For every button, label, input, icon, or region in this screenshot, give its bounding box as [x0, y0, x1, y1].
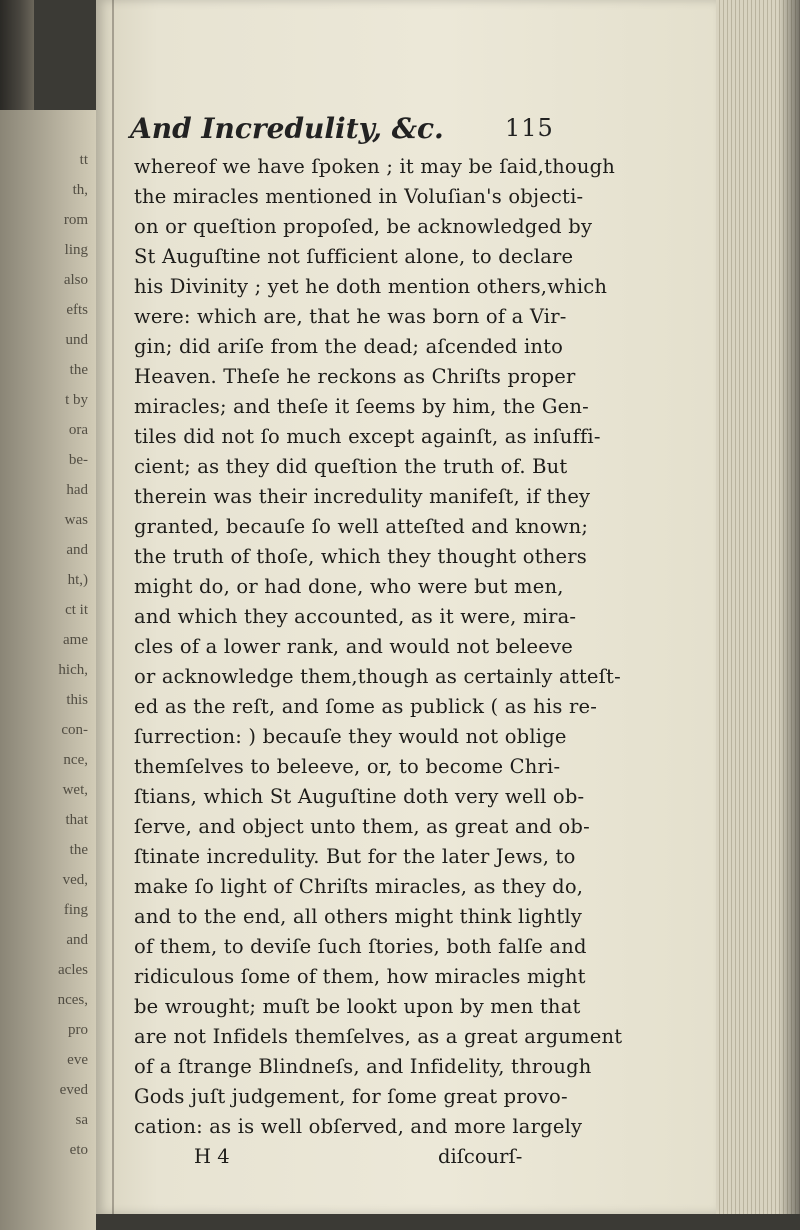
facing-page-fragment: efts	[66, 302, 88, 318]
text-line: and to the end, all others might think lightly	[134, 905, 583, 928]
text-line: themſelves to beleeve, or, to become Chri-	[134, 755, 561, 778]
text-line: granted, becauſe ſo well atteſted and known;	[134, 515, 589, 538]
facing-page-fragment: had	[66, 482, 88, 498]
facing-page-fragment: nce,	[63, 752, 88, 768]
facing-page-fragment: wet,	[62, 782, 88, 798]
body-text	[134, 152, 694, 1172]
text-line: St Auguſtine not ſufficient alone, to declare	[134, 245, 574, 268]
text-line: ed as the reſt, and ſome as publick ( as his re-	[134, 695, 598, 718]
facing-page-fragment: th,	[72, 182, 88, 198]
text-line: Heaven. Theſe he reckons as Chriſts proper	[134, 365, 576, 388]
facing-page-fragment: eto	[69, 1142, 88, 1158]
catchword: diſcourſ-	[438, 1145, 523, 1168]
facing-page-fragment: con-	[61, 722, 88, 738]
facing-page-fragment: this	[66, 692, 88, 708]
text-line: cation: as is well obſerved, and more largely	[134, 1115, 583, 1138]
facing-page-fragment: and	[66, 542, 88, 558]
text-line: were: which are, that he was born of a Vir-	[134, 305, 567, 328]
facing-page-fragment: ct it	[65, 602, 88, 618]
facing-page-fragment: the	[69, 362, 88, 378]
facing-page-fragment: t by	[65, 392, 88, 408]
text-line: the truth of thoſe, which they thought others	[134, 545, 587, 568]
facing-page-fragment: ved,	[62, 872, 88, 888]
text-line: therein was their incredulity manifeſt, if they	[134, 485, 591, 508]
signature-mark: H 4	[194, 1145, 230, 1168]
signature-line	[134, 1142, 694, 1172]
facing-page-fragment: ling	[64, 242, 88, 258]
facing-page-fragment: tt	[79, 152, 88, 168]
text-line: be wrought; muſt be lookt upon by men that	[134, 995, 581, 1018]
facing-page-fragment: ora	[68, 422, 88, 438]
facing-page-fragment: nces,	[57, 992, 88, 1008]
text-line: cient; as they did queſtion the truth of. But	[134, 455, 568, 478]
facing-page-fragment: rom	[63, 212, 88, 228]
text-line: ſtinate incredulity. But for the later Jews, to	[134, 845, 576, 868]
text-line: whereof we have ſpoken ; it may be ſaid,though	[134, 155, 616, 178]
text-line: of them, to deviſe ſuch ſtories, both falſe and	[134, 935, 587, 958]
facing-page-fragment: eved	[59, 1082, 88, 1098]
text-line: miracles; and theſe it ſeems by him, the Gen-	[134, 395, 589, 418]
page-header	[130, 112, 570, 152]
text-line: on or queſtion propoſed, be acknowledged by	[134, 215, 593, 238]
facing-page-fragment: the	[69, 842, 88, 858]
page-number: 115	[505, 114, 554, 142]
text-line: might do, or had done, who were but men,	[134, 575, 564, 598]
facing-page-fragment: and	[66, 932, 88, 948]
text-line: his Divinity ; yet he doth mention others,which	[134, 275, 608, 298]
page-edges	[716, 0, 800, 1214]
text-line: ridiculous ſome of them, how miracles might	[134, 965, 586, 988]
facing-page-fragment: acles	[58, 962, 88, 978]
facing-page-fragment: eve	[67, 1052, 88, 1068]
text-line: the miracles mentioned in Voluſian's objecti-	[134, 185, 584, 208]
text-line: of a ſtrange Blindneſs, and Infidelity, through	[134, 1055, 592, 1078]
facing-page-bleed	[0, 110, 96, 1230]
facing-page-fragment: ame	[63, 632, 88, 648]
facing-page-fragment: fing	[63, 902, 88, 918]
facing-page-fragment: be-	[68, 452, 88, 468]
text-line: gin; did ariſe from the dead; aſcended into	[134, 335, 564, 358]
facing-page-fragment: ht,)	[67, 572, 88, 588]
text-line: ſerve, and object unto them, as great and ob-	[134, 815, 590, 838]
text-line: or acknowledge them,though as certainly atteſt-	[134, 665, 621, 688]
text-line: tiles did not ſo much except againſt, as inſuffi-	[134, 425, 601, 448]
text-line: ſurrection: ) becauſe they would not oblige	[134, 725, 567, 748]
facing-page-fragment: hich,	[58, 662, 88, 678]
text-line: are not Infidels themſelves, as a great argument	[134, 1025, 623, 1048]
text-line: cles of a lower rank, and would not beleeve	[134, 635, 573, 658]
facing-page-fragment: that	[65, 812, 88, 828]
running-head: And Incredulity, &c.	[130, 112, 444, 145]
facing-page-fragment: was	[64, 512, 88, 528]
text-line: make ſo light of Chriſts miracles, as they do,	[134, 875, 584, 898]
facing-page-fragment: pro	[68, 1022, 88, 1038]
facing-page-fragment: also	[63, 272, 88, 288]
text-line: and which they accounted, as it were, mira-	[134, 605, 577, 628]
text-line: ſtians, which St Auguſtine doth very well ob-	[134, 785, 585, 808]
text-line: Gods juſt judgement, for ſome great provo-	[134, 1085, 568, 1108]
facing-page-fragment: und	[65, 332, 88, 348]
facing-page-fragment: sa	[75, 1112, 88, 1128]
